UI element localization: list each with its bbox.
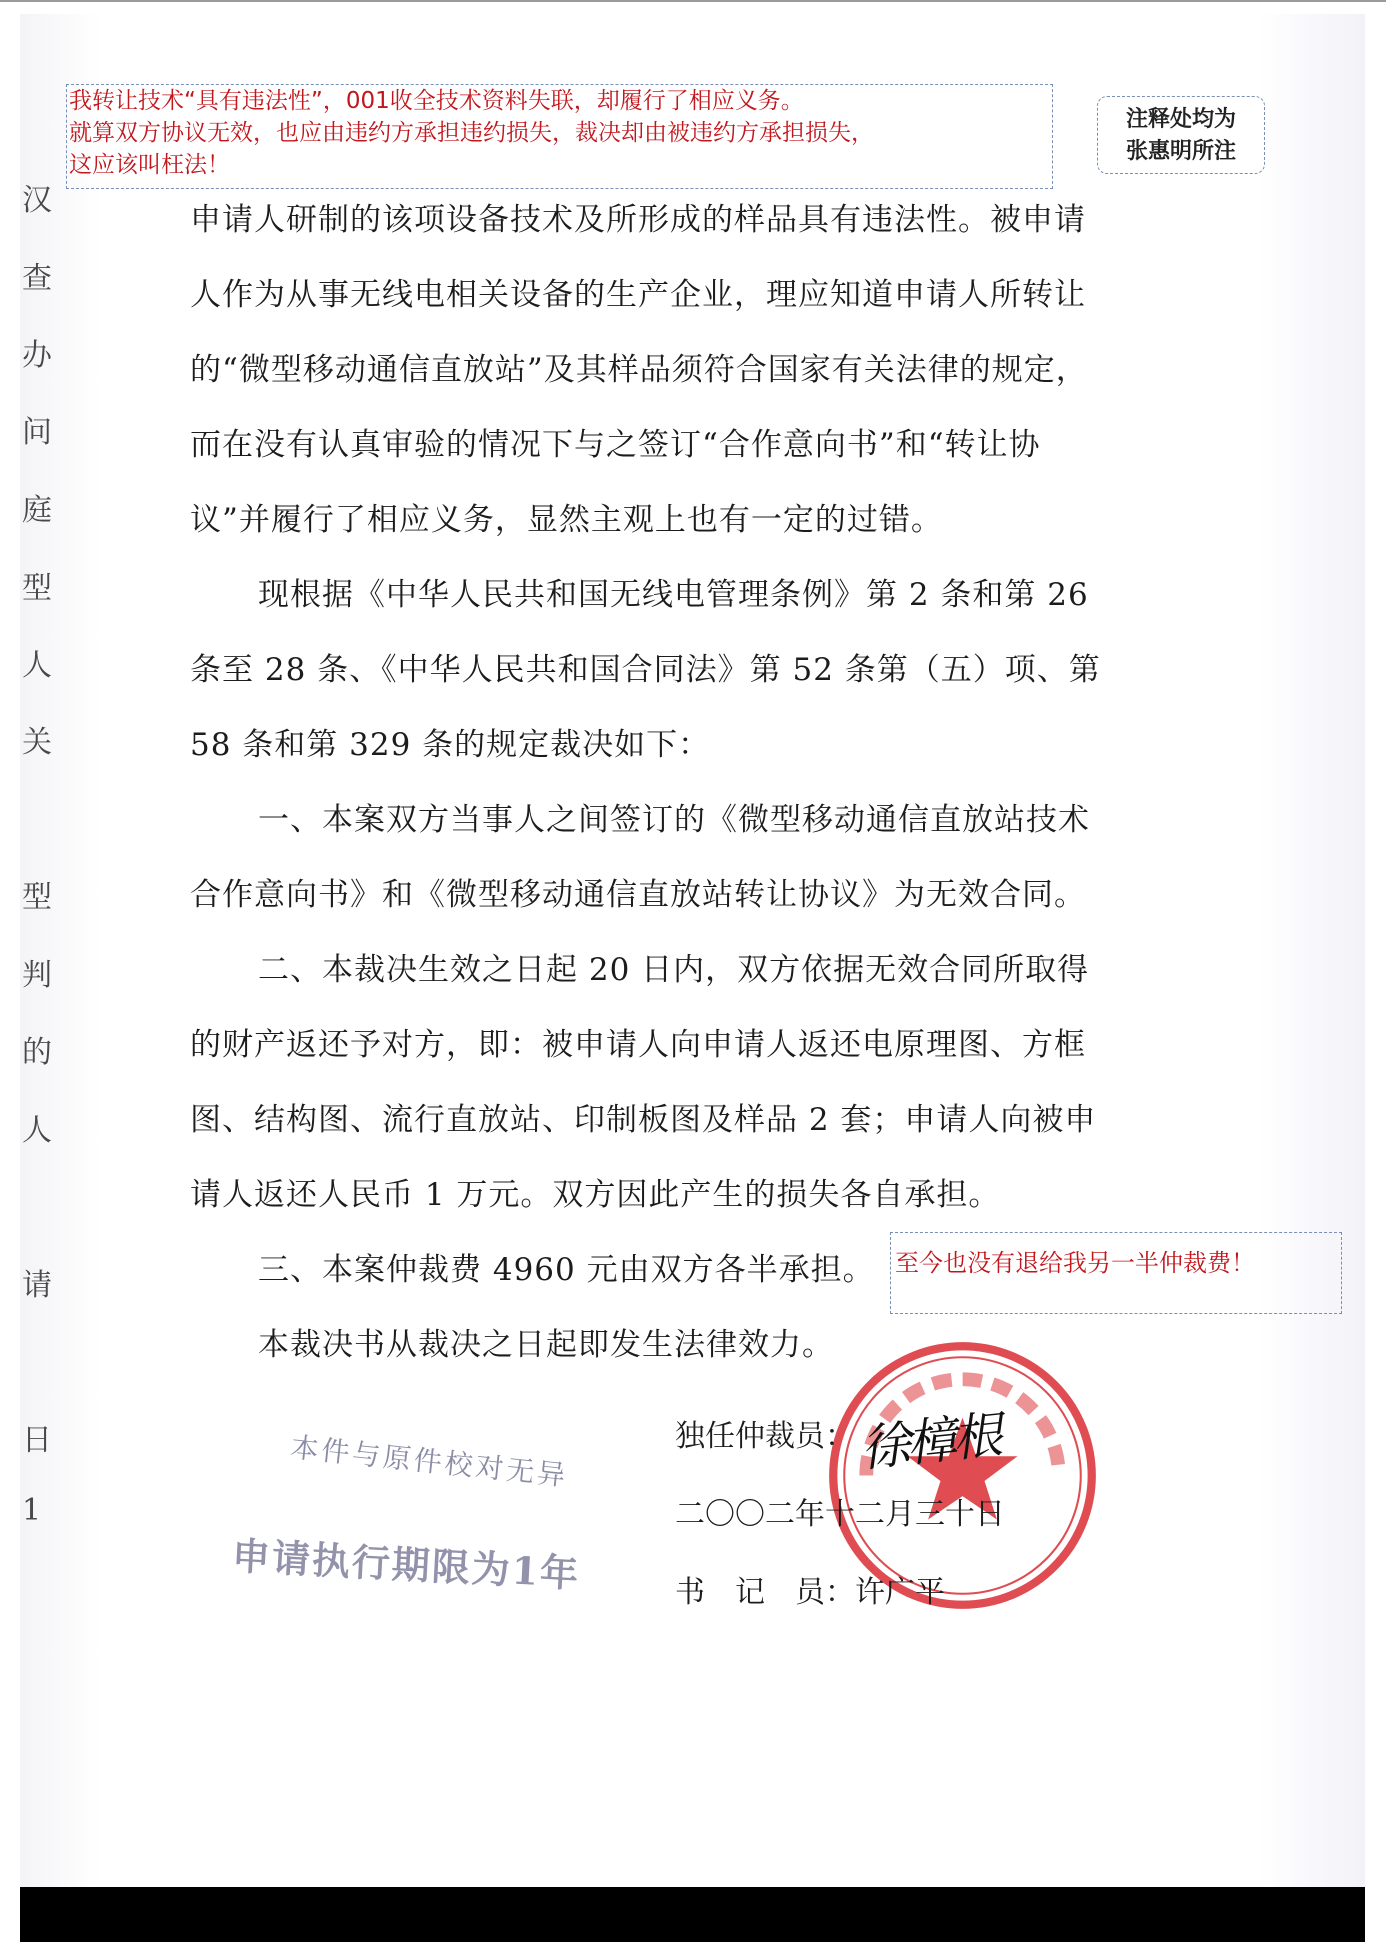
ruling-body [190, 190, 1165, 1390]
clerk-name: 许广平 [855, 1575, 945, 1610]
strip-char: 问 [22, 415, 52, 450]
strip-char: 的 [22, 1035, 52, 1070]
body-line: 58 条和第 329 条的规定裁决如下： [190, 727, 711, 763]
body-line: 议”并履行了相应义务，显然主观上也有一定的过错。 [190, 502, 943, 538]
strip-char: 查 [22, 261, 52, 296]
top-edge [0, 0, 1386, 2]
copy-verified-stamp: 本件与原件校对无异 [288, 1430, 570, 1493]
body-line: 条至 28 条、《中华人民共和国合同法》第 52 条第（五）项、第 [190, 652, 1101, 688]
body-line: 图、结构图、流行直放站、印制板图及样品 2 套；申请人向被申 [190, 1102, 1097, 1138]
annotation-line: 这应该叫枉法！ [69, 152, 230, 178]
body-line: 一、本案双方当事人之间签订的《微型移动通信直放站技术 [258, 802, 1090, 838]
strip-char: 型 [22, 571, 52, 606]
strip-char: 办 [22, 338, 52, 373]
body-line: 的财产返还予对方，即：被申请人向申请人返还电原理图、方框 [190, 1027, 1086, 1063]
annotation-main [66, 84, 1053, 189]
body-line: 的“微型移动通信直放站”及其样品须符合国家有关法律的规定， [190, 352, 1088, 388]
strip-char: 汉 [22, 183, 52, 218]
body-line: 请人返还人民币 1 万元。双方因此产生的损失各自承担。 [190, 1177, 1001, 1213]
body-line: 三、本案仲裁费 4960 元由双方各半承担。 [258, 1252, 875, 1288]
strip-char: 1 [22, 1493, 42, 1528]
strip-char: 型 [22, 880, 52, 915]
strip-char: 人 [22, 1113, 52, 1148]
clerk-label: 书 记 员： [675, 1575, 855, 1610]
strip-char: 请 [22, 1268, 52, 1303]
strip-char: 判 [22, 958, 52, 993]
body-line: 人作为从事无线电相关设备的生产企业，理应知道申请人所转让 [190, 277, 1086, 313]
annotation-line: 就算双方协议无效，也应由违约方承担违约损失，裁决却由被违约方承担损失， [69, 120, 874, 146]
body-line: 合作意向书》和《微型移动通信直放站转让协议》为无效合同。 [190, 877, 1086, 913]
body-line: 现根据《中华人民共和国无线电管理条例》第 2 条和第 26 [258, 577, 1089, 613]
strip-char: 关 [22, 725, 52, 760]
strip-char: 人 [22, 648, 52, 683]
date-line: 二〇〇二年十二月三十日 [675, 1497, 1005, 1532]
body-line: 申请人研制的该项设备技术及所形成的样品具有违法性。被申请 [190, 202, 1086, 238]
annotation-author-note [1097, 96, 1265, 174]
body-line: 而在没有认真审验的情况下与之签订“合作意向书”和“转让协 [190, 427, 1041, 463]
arbitrator-signature: 徐樟根 [857, 1405, 1002, 1479]
clerk-line [675, 1563, 1005, 1641]
note-line: 张惠明所注 [1125, 138, 1236, 164]
strip-char: 庭 [22, 493, 52, 528]
body-line: 本裁决书从裁决之日起即发生法律效力。 [258, 1327, 834, 1363]
arbitrator-label: 独任仲裁员： [675, 1419, 855, 1454]
annotation-line: 我转让技术“具有违法性”，001收全技术资料失联，却履行了相应义务。 [69, 88, 804, 114]
strip-char: 日 [22, 1423, 52, 1458]
note-line: 注释处均为 [1125, 106, 1236, 132]
annotation-fee-refund: 至今也没有退给我另一半仲裁费！ [890, 1232, 1342, 1314]
scan-bottom-bar [20, 1887, 1365, 1942]
body-line: 二、本裁决生效之日起 20 日内，双方依据无效合同所取得 [258, 952, 1090, 988]
enforcement-term-stamp: 申请执行期限为1年 [230, 1532, 582, 1597]
